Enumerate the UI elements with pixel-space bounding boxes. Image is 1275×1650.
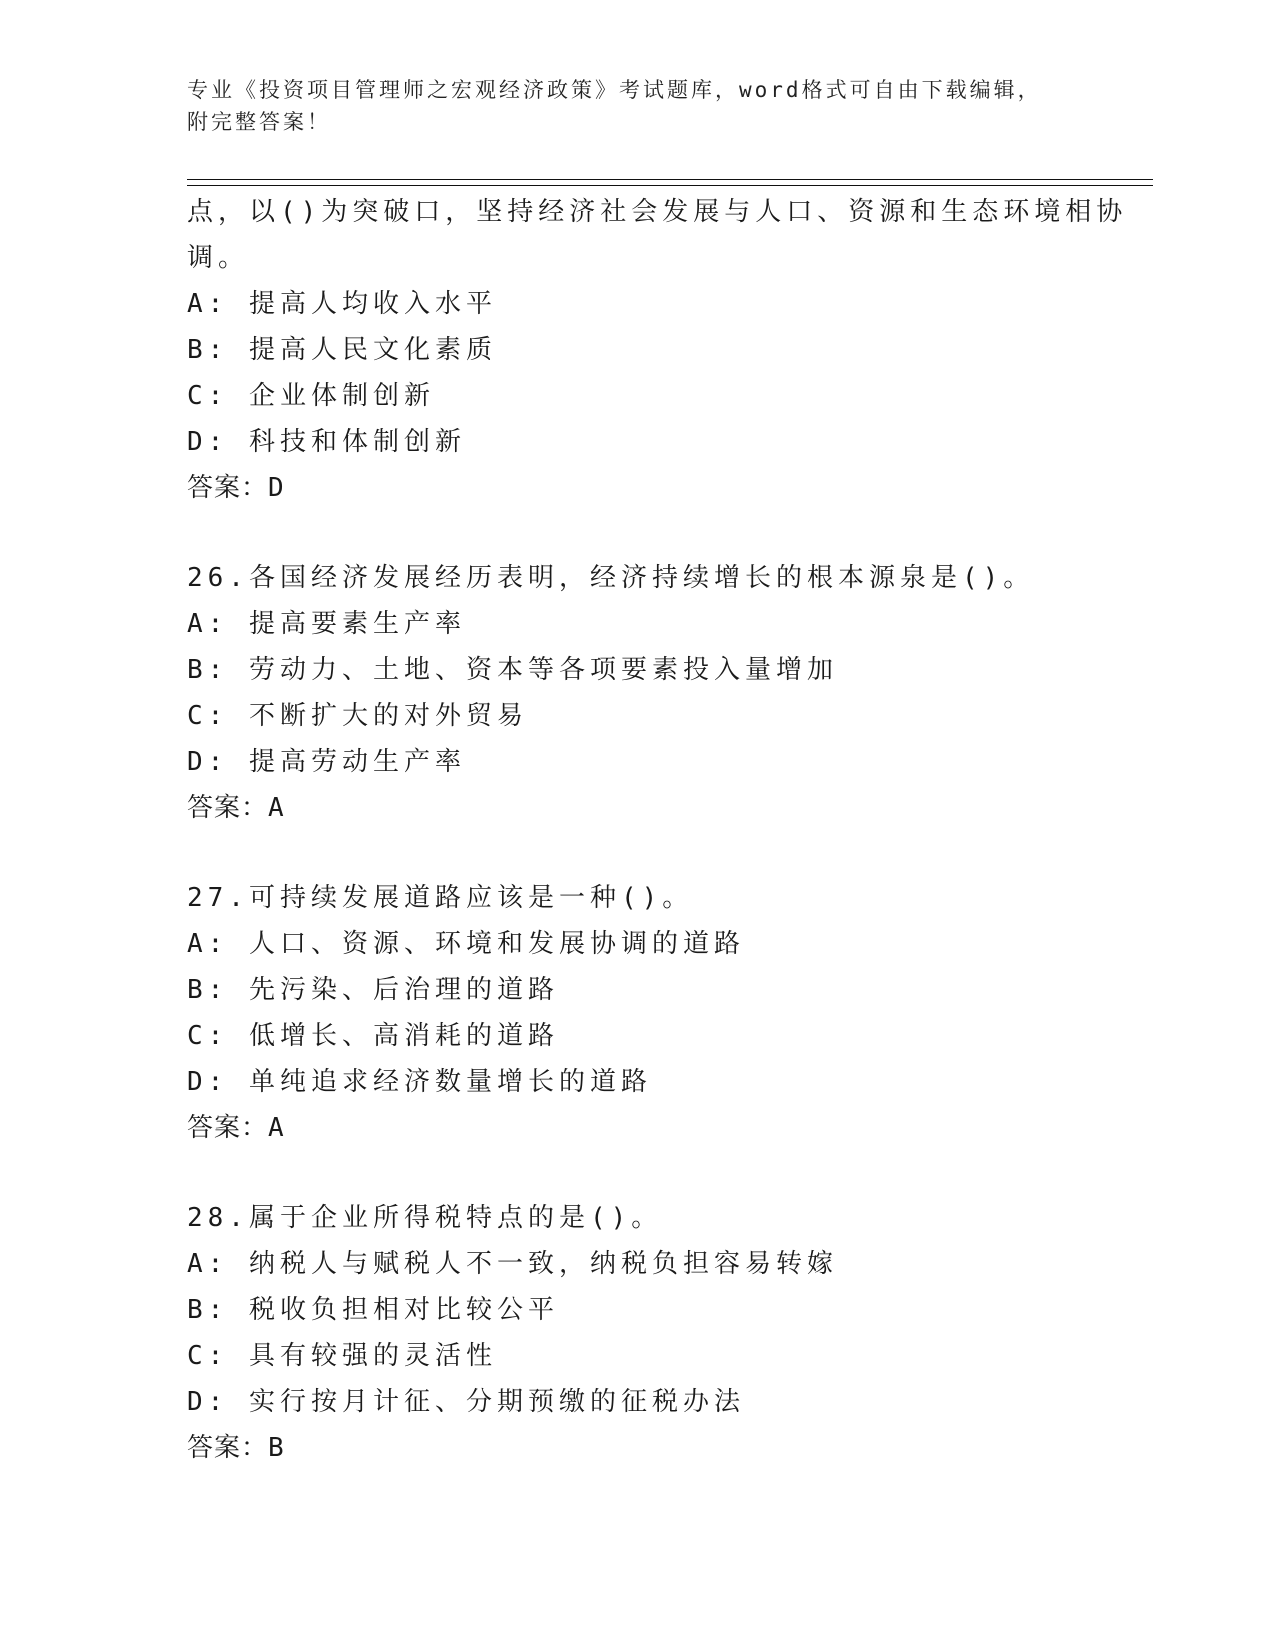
option-d: D: 单纯追求经济数量增长的道路	[187, 1067, 652, 1097]
option-a: A: 人口、资源、环境和发展协调的道路	[187, 929, 745, 959]
header-line-1: 专业《投资项目管理师之宏观经济政策》考试题库，word格式可自由下载编辑，	[187, 78, 1042, 102]
answer-value: A	[268, 793, 284, 823]
answer-label: 答案：	[187, 473, 269, 503]
answer-line	[187, 465, 1087, 511]
question-stem: 26.各国经济发展经历表明，经济持续增长的根本源泉是()。	[187, 563, 1035, 593]
question-stem: 28.属于企业所得税特点的是()。	[187, 1203, 663, 1233]
option-a: A: 提高要素生产率	[187, 609, 466, 639]
option-b: B: 劳动力、土地、资本等各项要素投入量增加	[187, 655, 838, 685]
header-rule-top	[187, 179, 1153, 180]
option-c: C: 具有较强的灵活性	[187, 1341, 497, 1371]
question-28	[187, 1195, 1087, 1471]
answer-value: A	[268, 1113, 284, 1143]
answer-label: 答案：	[187, 1433, 269, 1463]
question-stem-line: 调。	[187, 243, 250, 273]
question-26	[187, 555, 1087, 831]
header-line-2: 附完整答案！	[187, 110, 331, 134]
option-d: D: 实行按月计征、分期预缴的征税办法	[187, 1387, 745, 1417]
answer-label: 答案：	[187, 1113, 269, 1143]
option-b: B: 先污染、后治理的道路	[187, 975, 559, 1005]
option-a: A: 纳税人与赋税人不一致，纳税负担容易转嫁	[187, 1249, 838, 1279]
answer-value: D	[268, 473, 284, 503]
question-list	[187, 189, 1128, 1515]
option-d: D: 提高劳动生产率	[187, 747, 466, 777]
document-header	[187, 74, 1067, 138]
option-d: D: 科技和体制创新	[187, 427, 466, 457]
option-c: C: 低增长、高消耗的道路	[187, 1021, 559, 1051]
header-rule-bottom	[187, 185, 1153, 186]
answer-label: 答案：	[187, 793, 269, 823]
answer-line	[187, 1105, 1087, 1151]
option-b: B: 税收负担相对比较公平	[187, 1295, 559, 1325]
question-stem-line: 点，以()为突破口，坚持经济社会发展与人口、资源和生态环境相协	[187, 197, 1128, 227]
question-continued	[187, 189, 1128, 511]
question-stem: 27.可持续发展道路应该是一种()。	[187, 883, 694, 913]
question-27	[187, 875, 1087, 1151]
option-c: C: 不断扩大的对外贸易	[187, 701, 528, 731]
option-b: B: 提高人民文化素质	[187, 335, 497, 365]
option-a: A: 提高人均收入水平	[187, 289, 497, 319]
answer-value: B	[268, 1433, 284, 1463]
answer-line	[187, 1425, 1087, 1471]
option-c: C: 企业体制创新	[187, 381, 435, 411]
answer-line	[187, 785, 1087, 831]
